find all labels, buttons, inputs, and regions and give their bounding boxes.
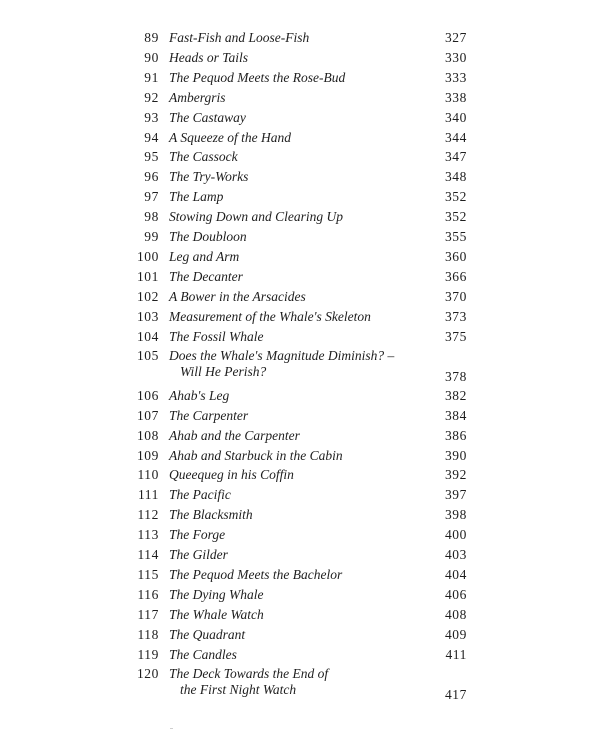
chapter-number: 90	[144, 49, 159, 65]
chapter-title-line: The Candles	[169, 646, 237, 662]
page-number: 378	[444, 369, 467, 385]
page-number: 390	[444, 447, 467, 463]
chapter-title-line: The Doubloon	[169, 229, 247, 244]
page-number: 392	[444, 467, 467, 483]
chapter-title	[169, 587, 419, 603]
chapter-number: 109	[136, 447, 159, 463]
chapter-title-line: Ambergris	[169, 89, 226, 105]
chapter-number: 105	[136, 348, 159, 364]
page-number: 411	[445, 646, 467, 662]
chapter-title	[169, 70, 419, 86]
chapter-title	[169, 627, 419, 643]
chapter-number: 100	[136, 248, 159, 264]
chapter-number: 103	[136, 308, 159, 324]
chapter-title-line: Measurement of the Whale's Skeleton	[169, 308, 371, 324]
page-number: 340	[444, 109, 467, 125]
chapter-number: 92	[144, 89, 159, 105]
page-number: 333	[444, 69, 467, 85]
chapter-title-line: Ahab's Leg	[169, 387, 230, 403]
chapter-title-line: A Bower in the Arsacides	[169, 288, 306, 304]
chapter-title-line: The Try-Works	[169, 169, 249, 185]
chapter-number: 110	[137, 467, 159, 483]
chapter-number: 95	[144, 149, 159, 165]
chapter-title	[169, 467, 419, 483]
chapter-number: 111	[137, 487, 159, 503]
page-number: 348	[444, 169, 467, 185]
chapter-title-line: The Pacific	[169, 487, 231, 503]
chapter-title	[169, 388, 419, 404]
chapter-number: 91	[144, 69, 159, 85]
page-number: 406	[444, 586, 467, 602]
page-number: 344	[444, 129, 467, 145]
chapter-title	[169, 110, 419, 126]
chapter-title	[169, 448, 419, 464]
page-number: 384	[444, 407, 467, 423]
chapter-title-line: The Gilder	[169, 547, 228, 562]
chapter-number: 107	[136, 407, 159, 423]
chapter-number: 97	[144, 189, 159, 205]
chapter-number: 117	[137, 606, 159, 622]
page-speck	[170, 728, 173, 729]
page-number: 370	[444, 288, 467, 304]
chapter-number: 118	[137, 626, 159, 642]
chapter-number: 106	[136, 387, 159, 403]
chapter-title-line: The Fossil Whale	[169, 328, 264, 344]
chapter-title	[169, 666, 419, 698]
page-number: 397	[444, 487, 467, 503]
chapter-title-line: The Forge	[169, 527, 226, 543]
chapter-title-line: The Lamp	[169, 189, 224, 205]
chapter-title	[169, 90, 419, 106]
chapter-title-line: A Squeeze of the Hand	[169, 129, 291, 145]
page-number: 403	[444, 547, 467, 562]
chapter-number: 116	[137, 586, 159, 602]
page-number: 355	[444, 229, 467, 244]
chapter-title-line: The Decanter	[169, 268, 243, 284]
chapter-number: 119	[137, 646, 159, 662]
page-number: 373	[444, 308, 467, 324]
page-number: 375	[444, 328, 467, 344]
page-number: 398	[444, 507, 467, 523]
chapter-title	[169, 289, 419, 305]
chapter-title	[169, 647, 419, 663]
chapter-title	[169, 507, 419, 523]
chapter-number: 113	[137, 527, 159, 543]
page-number: 382	[444, 387, 467, 403]
chapter-number: 108	[136, 427, 159, 443]
chapter-title	[169, 329, 419, 345]
chapter-number: 114	[137, 547, 159, 562]
chapter-title-line: Does the Whale's Magnitude Diminish? –	[169, 348, 395, 364]
chapter-number: 115	[137, 566, 159, 582]
chapter-number: 98	[144, 209, 159, 225]
chapter-title	[169, 149, 419, 165]
chapter-title-line: Queequeg in his Coffin	[169, 467, 294, 483]
chapter-title-line: Heads or Tails	[169, 49, 249, 65]
chapter-title-line: Stowing Down and Clearing Up	[169, 209, 344, 225]
chapter-title-line: Fast-Fish and Loose-Fish	[169, 30, 310, 45]
chapter-title-continuation: Will He Perish?	[180, 364, 267, 380]
chapter-title	[169, 269, 419, 285]
chapter-title-line: The Carpenter	[169, 407, 249, 423]
chapter-title	[169, 567, 419, 583]
chapter-title	[169, 50, 419, 66]
chapter-title	[169, 487, 419, 503]
chapter-title-line: Ahab and the Carpenter	[169, 427, 300, 443]
chapter-title-line: The Cassock	[169, 149, 238, 165]
chapter-title-line: The Pequod Meets the Bachelor	[169, 566, 343, 582]
chapter-number: 94	[144, 129, 159, 145]
page-number: 330	[444, 49, 467, 65]
chapter-title-line: Leg and Arm	[169, 248, 240, 264]
chapter-title	[169, 30, 419, 46]
page-number: 408	[444, 606, 467, 622]
chapter-number: 96	[144, 169, 159, 185]
page-number: 347	[444, 149, 467, 165]
chapter-title	[169, 249, 419, 265]
chapter-title	[169, 229, 419, 245]
chapter-title-line: The Pequod Meets the Rose-Bud	[169, 69, 346, 85]
chapter-number: 99	[144, 229, 159, 244]
chapter-number: 112	[137, 507, 159, 523]
chapter-title	[169, 408, 419, 424]
chapter-title-line: The Quadrant	[169, 626, 246, 642]
chapter-title-line: The Whale Watch	[169, 606, 264, 622]
chapter-title-line: The Blacksmith	[169, 507, 253, 523]
page-number: 409	[444, 626, 467, 642]
page-number: 352	[444, 209, 467, 225]
page-number: 400	[444, 527, 467, 543]
page-number: 327	[444, 30, 467, 45]
chapter-number: 104	[136, 328, 159, 344]
chapter-number: 89	[144, 30, 159, 45]
chapter-title	[169, 607, 419, 623]
chapter-title-line: Ahab and Starbuck in the Cabin	[169, 447, 343, 463]
page-number: 417	[444, 687, 467, 703]
chapter-title	[169, 189, 419, 205]
page-number: 366	[444, 268, 467, 284]
chapter-title-line: The Castaway	[169, 109, 246, 125]
page-number: 338	[444, 89, 467, 105]
chapter-number: 93	[144, 109, 159, 125]
chapter-title	[169, 130, 419, 146]
chapter-title	[169, 309, 419, 325]
chapter-title-line: The Dying Whale	[169, 586, 264, 602]
chapter-title	[169, 348, 419, 380]
page-number: 352	[444, 189, 467, 205]
page-number: 404	[444, 566, 467, 582]
chapter-number: 120	[136, 666, 159, 682]
chapter-title	[169, 428, 419, 444]
chapter-number: 102	[136, 288, 159, 304]
page-number: 360	[444, 248, 467, 264]
chapter-title-line: The Deck Towards the End of	[169, 666, 329, 682]
chapter-number: 101	[136, 268, 159, 284]
chapter-title	[169, 527, 419, 543]
chapter-title-continuation: the First Night Watch	[180, 682, 297, 698]
chapter-title	[169, 169, 419, 185]
chapter-title	[169, 547, 419, 563]
page-number: 386	[444, 427, 467, 443]
chapter-title	[169, 209, 419, 225]
